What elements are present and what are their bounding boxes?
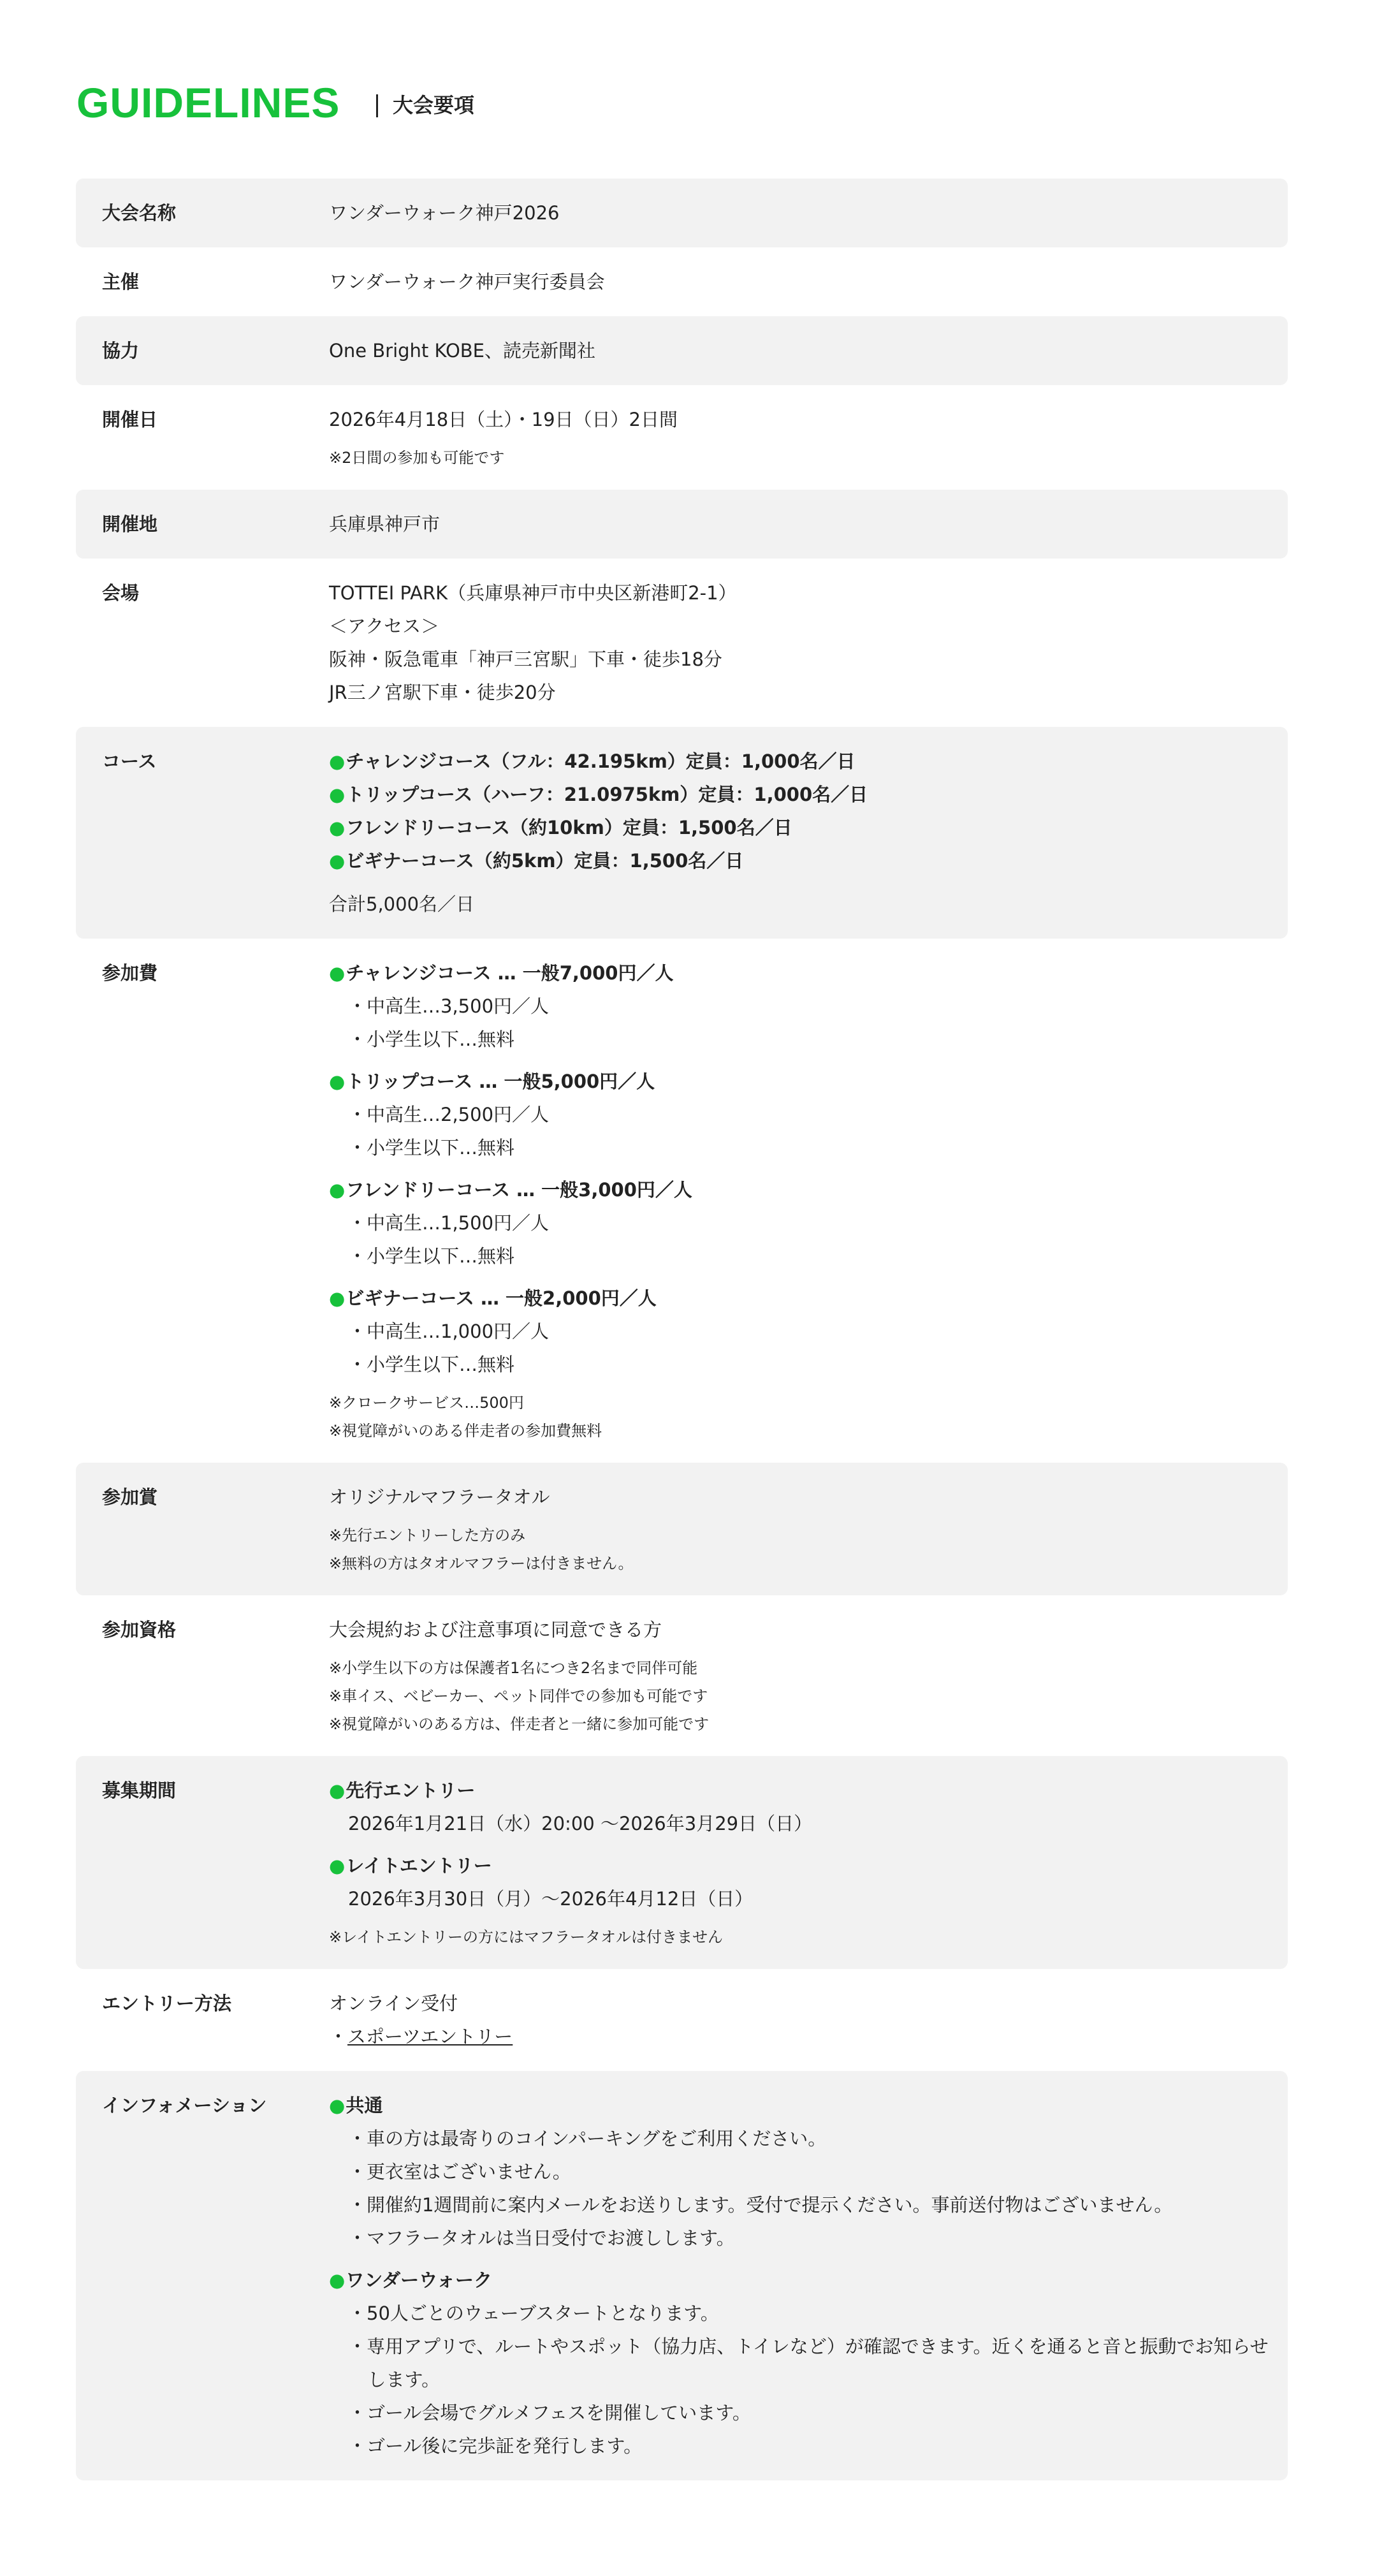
- guidelines-logo: GUIDELINES: [76, 79, 340, 126]
- bullet-dot-icon: ●: [329, 2269, 346, 2291]
- bullet-heading-text: チャレンジコース … 一般7,000円／人: [346, 962, 674, 984]
- bullet-heading: [329, 811, 1269, 844]
- table-row: [76, 385, 1288, 490]
- value-line: 大会規約および注意事項に同意できる方: [329, 1619, 662, 1641]
- bullet-heading-text: ワンダーウォーク: [346, 2269, 492, 2291]
- table-row: [76, 1463, 1288, 1595]
- bullet-heading-text: チャレンジコース（フル：42.195km）定員：1,000名／日: [346, 750, 856, 772]
- value-line: [329, 990, 1269, 1023]
- row-label: 開催日: [102, 409, 158, 430]
- note-text: ※レイトエントリーの方にはマフラータオルは付きません: [329, 1928, 723, 1946]
- note-text: ※視覚障がいのある伴走者の参加費無料: [329, 1422, 602, 1440]
- value-line: [329, 2330, 1269, 2396]
- page-header: [0, 0, 1377, 179]
- value-line: [329, 2122, 1269, 2155]
- sub-item-text: ・マフラータオルは当日受付でお渡しします。: [348, 2227, 735, 2249]
- table-row: [76, 1756, 1288, 1969]
- sub-item-text: ・ゴール会場でグルメフェスを開催しています。: [348, 2402, 751, 2424]
- row-value: [329, 576, 1288, 709]
- link-prefix: ・: [329, 2026, 348, 2047]
- value-line: [329, 2297, 1269, 2330]
- sub-item-text: ・更衣室はございません。: [348, 2161, 571, 2183]
- bullet-dot-icon: ●: [329, 2095, 346, 2116]
- row-value: [329, 508, 1288, 541]
- bullet-heading: [329, 745, 1269, 778]
- sports-entry-link[interactable]: スポーツエントリー: [347, 2026, 513, 2047]
- bullet-dot-icon: ●: [329, 962, 346, 984]
- note-text: ※先行エントリーした方のみ: [329, 1526, 526, 1544]
- row-label: コース: [102, 750, 157, 772]
- table-row: [76, 939, 1288, 1463]
- sub-item-text: ・車の方は最寄りのコインパーキングをご利用ください。: [348, 2128, 827, 2149]
- bullet-heading: [329, 1065, 1269, 1098]
- bullet-dot-icon: ●: [329, 1780, 346, 1801]
- value-line: JR三ノ宮駅下車・徒歩20分: [329, 682, 556, 703]
- value-line: [329, 1240, 1269, 1273]
- guidelines-table: [76, 179, 1288, 2576]
- row-label: 大会名称: [102, 202, 177, 224]
- page-title: 大会要項: [393, 93, 475, 117]
- bullet-heading-text: トリップコース（ハーフ：21.0975km）定員：1,000名／日: [346, 784, 868, 805]
- table-row: [76, 179, 1288, 247]
- note-text: ※視覚障がいのある方は、伴走者と一緒に参加可能です: [329, 1715, 710, 1733]
- sub-item-text: 2026年1月21日（水）20:00 〜2026年3月29日（日）: [348, 1813, 813, 1834]
- bullet-dot-icon: ●: [329, 1287, 346, 1309]
- sub-item-text: ・小学生以下…無料: [348, 1245, 515, 1267]
- value-line: [329, 2221, 1269, 2255]
- value-line: 合計5,000名／日: [329, 893, 475, 915]
- value-line: [329, 2020, 1269, 2053]
- bullet-heading: [329, 1173, 1269, 1206]
- sub-item-text: ・中高生…2,500円／人: [348, 1104, 550, 1125]
- bullet-heading-text: レイトエントリー: [346, 1855, 492, 1877]
- value-line: ＜アクセス＞: [329, 615, 440, 637]
- bullet-dot-icon: ●: [329, 817, 346, 838]
- value-line: オンライン受付: [329, 1993, 458, 2014]
- sub-item-text: ・小学生以下…無料: [348, 1137, 515, 1159]
- row-label: 協力: [102, 340, 140, 362]
- table-row: [76, 1969, 1288, 2071]
- bullet-dot-icon: ●: [329, 850, 346, 872]
- row-value: [329, 2089, 1288, 2463]
- row-label: 参加費: [102, 962, 158, 984]
- note-text: ※無料の方はタオルマフラーは付きません。: [329, 1555, 634, 1572]
- sub-item-text: ・中高生…1,000円／人: [348, 1321, 550, 1342]
- value-line: TOTTEI PARK（兵庫県神戸市中央区新港町2-1）: [329, 582, 737, 604]
- value-line: ワンダーウォーク神戸実行委員会: [329, 271, 605, 293]
- bullet-dot-icon: ●: [329, 1179, 346, 1201]
- row-label: エントリー方法: [102, 1993, 232, 2014]
- value-line: 2026年4月18日（土）・19日（日）2日間: [329, 409, 678, 430]
- value-line: [329, 2429, 1269, 2463]
- sub-item-text: ・50人ごとのウェーブスタートとなります。: [348, 2302, 719, 2324]
- sub-item-text: ・小学生以下…無料: [348, 1028, 515, 1050]
- value-line: 兵庫県神戸市: [329, 513, 441, 535]
- bullet-heading-text: ビギナーコース（約5km）定員：1,500名／日: [346, 850, 744, 872]
- bullet-heading: [329, 1774, 1269, 1807]
- table-row: [76, 727, 1288, 939]
- bullet-heading-text: ビギナーコース … 一般2,000円／人: [346, 1287, 657, 1309]
- bullet-dot-icon: ●: [329, 1071, 346, 1092]
- value-line: [329, 1131, 1269, 1164]
- note-text: ※クロークサービス…500円: [329, 1394, 524, 1412]
- sub-item-text: ・中高生…3,500円／人: [348, 995, 550, 1017]
- row-value: [329, 334, 1288, 367]
- value-line: [329, 1206, 1269, 1240]
- value-line: [329, 1098, 1269, 1131]
- bullet-dot-icon: ●: [329, 750, 346, 772]
- bullet-heading: [329, 2089, 1269, 2122]
- row-label: 開催地: [102, 513, 158, 535]
- sub-item-text: ・開催約1週間前に案内メールをお送りします。受付で提示ください。事前送付物はございません。: [348, 2194, 1173, 2216]
- value-line: [329, 2188, 1269, 2221]
- sub-item-text: ・中高生…1,500円／人: [348, 1212, 550, 1234]
- header-divider: [376, 94, 378, 117]
- row-label: 募集期間: [102, 1780, 177, 1801]
- bullet-heading-text: 先行エントリー: [346, 1780, 476, 1801]
- row-value: [329, 1774, 1288, 1951]
- bullet-dot-icon: ●: [329, 784, 346, 805]
- bullet-heading-text: 共通: [346, 2095, 383, 2116]
- table-row: [76, 2071, 1288, 2480]
- value-line: [329, 1348, 1269, 1381]
- row-value: [329, 1613, 1288, 1738]
- bullet-heading-text: トリップコース … 一般5,000円／人: [346, 1071, 655, 1092]
- table-row: [76, 559, 1288, 727]
- value-line: [329, 1882, 1269, 1915]
- value-line: [329, 1807, 1269, 1840]
- sub-item-text: ・ゴール後に完歩証を発行します。: [348, 2435, 643, 2457]
- row-value: [329, 265, 1288, 298]
- table-row: [76, 316, 1288, 385]
- value-line: 阪神・阪急電車「神戸三宮駅」下車・徒歩18分: [329, 648, 722, 670]
- bullet-heading: [329, 1282, 1269, 1315]
- sub-item-text: ・専用アプリで、ルートやスポット（協力店、トイレなど）が確認できます。近くを通ると音と振動でお知らせします。: [348, 2336, 1269, 2390]
- row-value: [329, 1987, 1288, 2053]
- bullet-heading: [329, 2264, 1269, 2297]
- value-line: [329, 2396, 1269, 2429]
- bullet-heading: [329, 844, 1269, 877]
- row-value: [329, 403, 1288, 472]
- value-line: [329, 1315, 1269, 1348]
- row-label: 参加資格: [102, 1619, 177, 1641]
- bullet-heading: [329, 1849, 1269, 1882]
- row-label: 参加賞: [102, 1486, 158, 1508]
- value-line: [329, 2155, 1269, 2188]
- bullet-heading-text: フレンドリーコース（約10km）定員：1,500名／日: [346, 817, 792, 838]
- row-value: [329, 1481, 1288, 1577]
- table-row: [76, 247, 1288, 316]
- value-line: ワンダーウォーク神戸2026: [329, 202, 560, 224]
- value-line: [329, 1023, 1269, 1056]
- value-line: One Bright KOBE、読売新聞社: [329, 340, 595, 362]
- row-label: 主催: [102, 271, 140, 293]
- note-text: ※小学生以下の方は保護者1名につき2名まで同伴可能: [329, 1659, 698, 1677]
- row-value: [329, 196, 1288, 230]
- table-row: [76, 1595, 1288, 1756]
- row-label: 会場: [102, 582, 140, 604]
- row-label: インフォメーション: [102, 2095, 267, 2116]
- row-value: [329, 956, 1288, 1445]
- value-line: オリジナルマフラータオル: [329, 1486, 550, 1508]
- note-text: ※車イス、ベビーカー、ペット同伴での参加も可能です: [329, 1687, 708, 1705]
- bullet-heading-text: フレンドリーコース … 一般3,000円／人: [346, 1179, 692, 1201]
- sub-item-text: ・小学生以下…無料: [348, 1354, 515, 1375]
- table-row: [76, 490, 1288, 559]
- row-value: [329, 745, 1288, 921]
- sub-item-text: 2026年3月30日（月）〜2026年4月12日（日）: [348, 1888, 754, 1910]
- bullet-dot-icon: ●: [329, 1855, 346, 1877]
- bullet-heading: [329, 956, 1269, 990]
- note-text: ※2日間の参加も可能です: [329, 449, 505, 467]
- bullet-heading: [329, 778, 1269, 811]
